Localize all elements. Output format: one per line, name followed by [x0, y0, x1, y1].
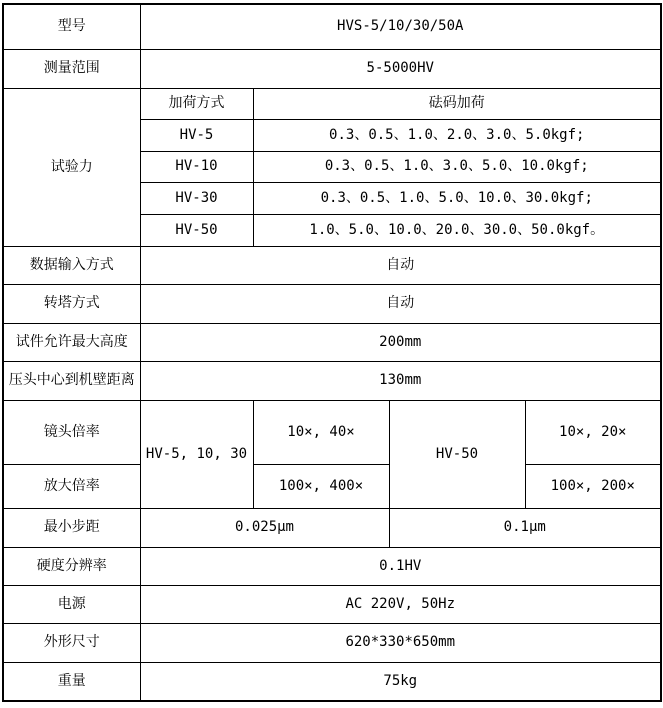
load-model-hv50: HV-50 [140, 214, 253, 246]
load-model-hv30: HV-30 [140, 182, 253, 214]
optics-group2-model: HV-50 [389, 400, 525, 508]
row-max-height [3, 323, 661, 361]
spec-label-data-input: 数据输入方式 [3, 246, 140, 284]
optics-group2-magnification: 100×, 200× [525, 464, 661, 508]
spec-label-min-step: 最小步距 [3, 508, 140, 547]
spec-label-lens-magnification: 镜头倍率 [3, 400, 140, 464]
spec-value-throat-depth: 130mm [140, 361, 661, 400]
load-values-hv50: 1.0、5.0、10.0、20.0、30.0、50.0kgf。 [253, 214, 661, 246]
row-power [3, 585, 661, 623]
spec-value-max-height: 200mm [140, 323, 661, 361]
row-throat-depth [3, 361, 661, 400]
spec-value-min-step-group2: 0.1μm [389, 508, 661, 547]
spec-value-weight: 75kg [140, 662, 661, 701]
load-model-hv5: HV-5 [140, 119, 253, 151]
load-values-hv5: 0.3、0.5、1.0、2.0、3.0、5.0kgf; [253, 119, 661, 151]
spec-value-model: HVS-5/10/30/50A [140, 4, 661, 49]
spec-label-throat-depth: 压头中心到机壁距离 [3, 361, 140, 400]
spec-label-dimensions: 外形尺寸 [3, 623, 140, 662]
optics-group1-lens: 10×, 40× [253, 400, 389, 464]
spec-label-power: 电源 [3, 585, 140, 623]
spec-label-max-height: 试件允许最大高度 [3, 323, 140, 361]
spec-value-data-input: 自动 [140, 246, 661, 284]
spec-value-hardness-resolution: 0.1HV [140, 547, 661, 585]
load-values-hv10: 0.3、0.5、1.0、3.0、5.0、10.0kgf; [253, 151, 661, 182]
spec-label-total-magnification: 放大倍率 [3, 464, 140, 508]
row-min-step [3, 508, 661, 547]
hardness-tester-spec-table [2, 3, 662, 702]
row-data-input [3, 246, 661, 284]
spec-value-min-step-group1: 0.025μm [140, 508, 389, 547]
row-lens-magnification [3, 400, 661, 464]
row-weight [3, 662, 661, 701]
spec-label-test-force: 试验力 [3, 88, 140, 246]
spec-value-turret: 自动 [140, 284, 661, 323]
row-load-method-header [3, 88, 661, 119]
load-weights-header: 砝码加荷 [253, 88, 661, 119]
spec-label-weight: 重量 [3, 662, 140, 701]
row-turret [3, 284, 661, 323]
load-values-hv30: 0.3、0.5、1.0、5.0、10.0、30.0kgf; [253, 182, 661, 214]
optics-group1-magnification: 100×, 400× [253, 464, 389, 508]
optics-group2-lens: 10×, 20× [525, 400, 661, 464]
spec-label-model: 型号 [3, 4, 140, 49]
row-dimensions [3, 623, 661, 662]
load-model-hv10: HV-10 [140, 151, 253, 182]
spec-value-dimensions: 620*330*650mm [140, 623, 661, 662]
spec-value-measure-range: 5-5000HV [140, 49, 661, 88]
spec-label-measure-range: 测量范围 [3, 49, 140, 88]
spec-value-power: AC 220V, 50Hz [140, 585, 661, 623]
spec-label-hardness-resolution: 硬度分辨率 [3, 547, 140, 585]
load-method-header: 加荷方式 [140, 88, 253, 119]
row-hardness-resolution [3, 547, 661, 585]
optics-group1-model: HV-5, 10, 30 [140, 400, 253, 508]
row-total-magnification [3, 464, 661, 508]
spec-label-turret: 转塔方式 [3, 284, 140, 323]
row-measure-range [3, 49, 661, 88]
row-model [3, 4, 661, 49]
